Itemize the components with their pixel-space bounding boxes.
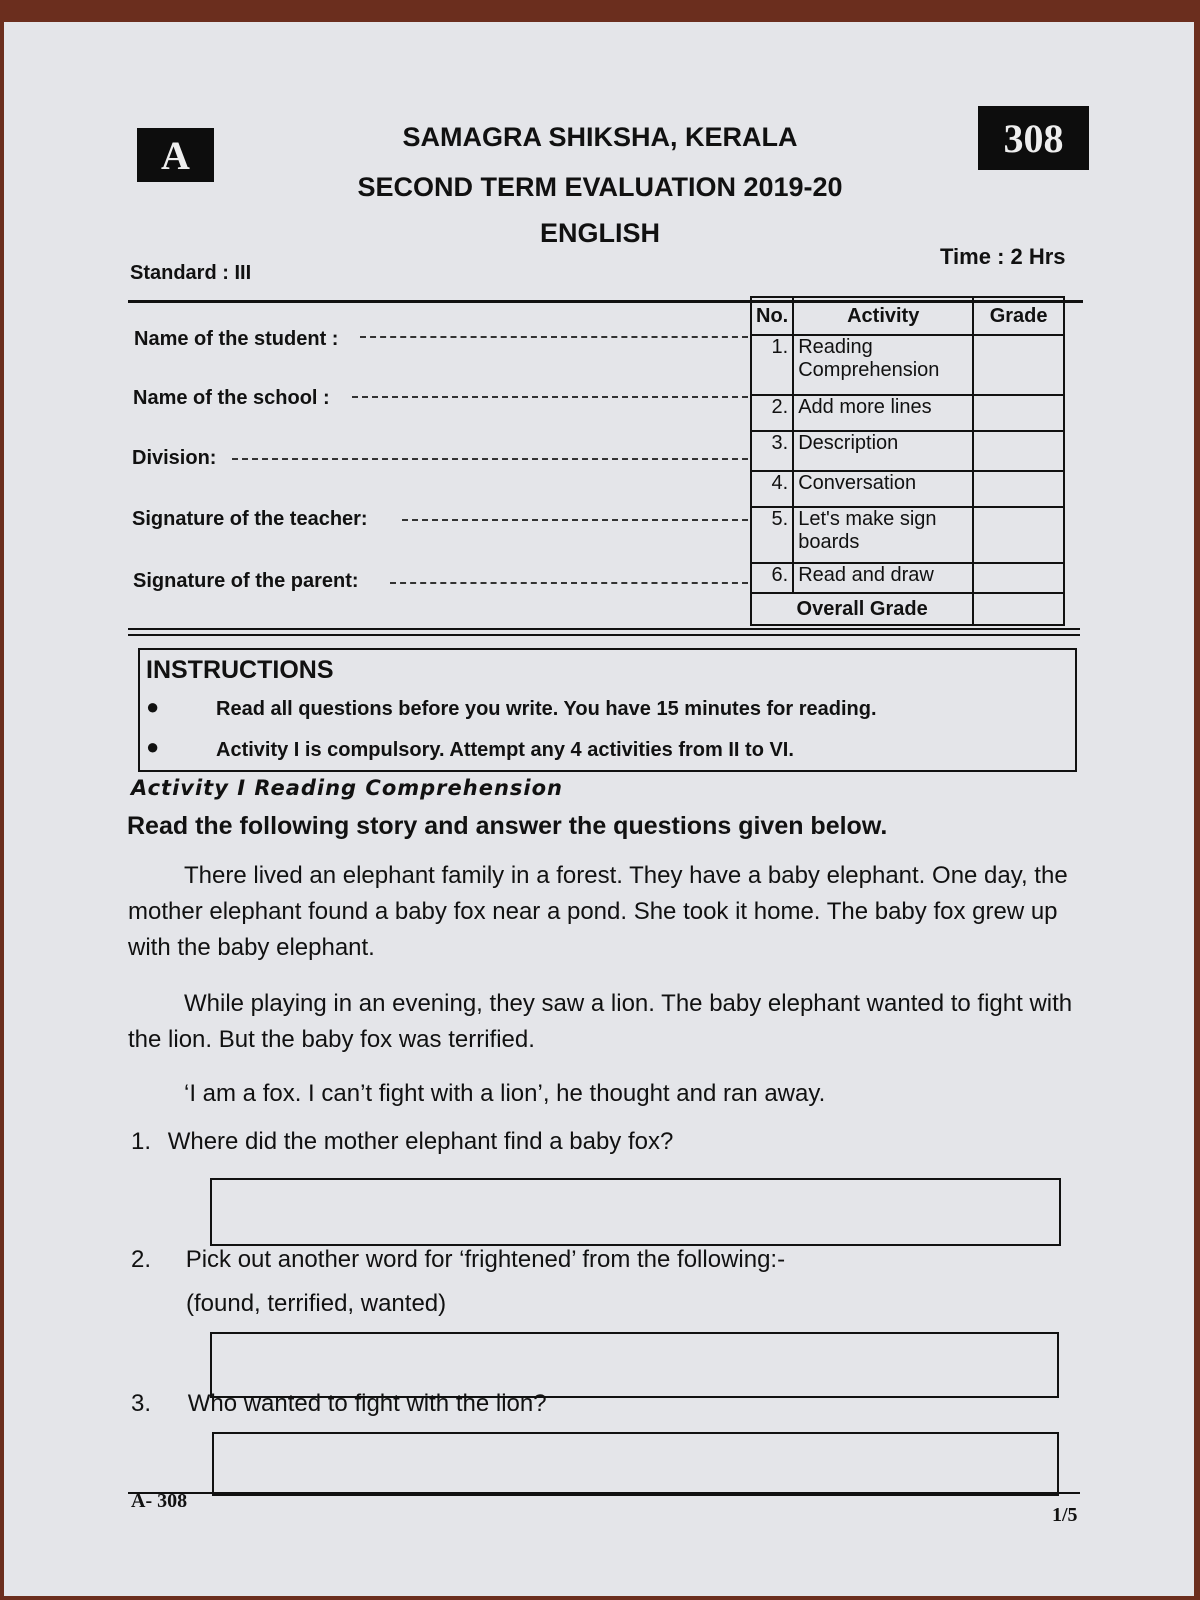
school-name-field[interactable] <box>352 396 748 398</box>
question-text: Who wanted to fight with the lion? <box>187 1390 547 1417</box>
overall-grade-label: Overall Grade <box>751 593 973 625</box>
answer-box-3[interactable] <box>212 1432 1059 1496</box>
story-paragraph: There lived an elephant family in a forest. They have a baby elephant. One day, the mother elephant found a baby fox near a pond. She took it home. The baby fox grew up with the baby elephant. <box>128 862 1068 961</box>
division-label: Division: <box>132 447 217 469</box>
standard-label: Standard : III <box>130 262 252 284</box>
instruction-item: Activity I is compulsory. Attempt any 4 activities from II to VI. <box>216 739 794 761</box>
row-grade-cell[interactable] <box>973 563 1064 593</box>
row-activity: Conversation <box>793 471 973 507</box>
organization-title: SAMAGRA SHIKSHA, KERALA <box>402 122 798 152</box>
grade-table <box>750 296 1065 626</box>
overall-grade-cell[interactable] <box>973 593 1064 625</box>
table-row <box>751 563 1064 593</box>
answer-box-2[interactable] <box>210 1332 1059 1398</box>
section-rule-bottom <box>128 634 1080 636</box>
footer-rule <box>128 1492 1080 1494</box>
paper-code: 308 <box>978 106 1089 170</box>
exam-title: SECOND TERM EVALUATION 2019-20 <box>357 172 843 202</box>
parent-signature-label: Signature of the parent: <box>133 570 359 592</box>
teacher-signature-label: Signature of the teacher: <box>132 508 368 530</box>
parent-signature-field[interactable] <box>390 582 748 584</box>
row-number: 6. <box>751 563 793 593</box>
overall-grade-row <box>751 593 1064 625</box>
student-name-field[interactable] <box>360 336 748 338</box>
row-number: 5. <box>751 507 793 563</box>
col-no: No. <box>751 297 793 335</box>
instruction-item: Read all questions before you write. You have 15 minutes for reading. <box>216 698 877 720</box>
question-text: Where did the mother elephant find a baby fox? <box>167 1128 674 1155</box>
activity-instruction: Read the following story and answer the questions given below. <box>127 812 888 840</box>
row-grade-cell[interactable] <box>973 335 1064 395</box>
activity-heading: Activity I Reading Comprehension <box>131 776 563 800</box>
story-paragraph: ‘I am a fox. I can’t fight with a lion’, he thought and ran away. <box>184 1080 826 1107</box>
subject-title: ENGLISH <box>539 218 660 248</box>
bullet-icon: ● <box>146 734 160 759</box>
question-number: 1. <box>131 1128 152 1155</box>
row-activity: Description <box>793 431 973 471</box>
page-number: 1/5 <box>1052 1504 1078 1526</box>
row-grade-cell[interactable] <box>973 507 1064 563</box>
question-1 <box>131 1128 673 1156</box>
row-activity: Read and draw <box>793 563 973 593</box>
table-row <box>751 431 1064 471</box>
row-number: 2. <box>751 395 793 431</box>
student-name-label: Name of the student : <box>134 328 339 350</box>
school-name-label: Name of the school : <box>133 387 330 409</box>
table-row <box>751 335 1064 395</box>
table-row <box>751 395 1064 431</box>
row-grade-cell[interactable] <box>973 431 1064 471</box>
instructions-heading: INSTRUCTIONS <box>146 656 334 684</box>
question-number: 3. <box>131 1390 152 1417</box>
paper-set-label: A <box>137 128 214 182</box>
row-grade-cell[interactable] <box>973 395 1064 431</box>
row-number: 4. <box>751 471 793 507</box>
teacher-signature-field[interactable] <box>402 519 748 521</box>
row-grade-cell[interactable] <box>973 471 1064 507</box>
row-activity: Reading Comprehension <box>793 335 973 395</box>
col-activity: Activity <box>793 297 973 335</box>
time-label: Time : 2 Hrs <box>940 244 1066 269</box>
col-grade: Grade <box>973 297 1064 335</box>
question-2-options: (found, terrified, wanted) <box>186 1290 447 1317</box>
row-number: 1. <box>751 335 793 395</box>
section-rule-top <box>128 628 1080 630</box>
division-field[interactable] <box>232 458 748 460</box>
question-number: 2. <box>131 1246 152 1273</box>
question-text: Pick out another word for ‘frightened’ from the following:- <box>185 1246 786 1273</box>
bullet-icon: ● <box>146 694 160 719</box>
table-row <box>751 471 1064 507</box>
table-row <box>751 507 1064 563</box>
grade-table-header <box>751 297 1064 335</box>
story-paragraph: While playing in an evening, they saw a lion. The baby elephant wanted to fight with the lion. But the baby fox was terrified. <box>128 990 1073 1053</box>
row-activity: Add more lines <box>793 395 973 431</box>
row-activity: Let's make sign boards <box>793 507 973 563</box>
row-number: 3. <box>751 431 793 471</box>
question-2 <box>131 1246 785 1274</box>
instructions-box <box>138 648 1077 772</box>
question-3 <box>131 1390 547 1418</box>
footer-code: A- 308 <box>131 1490 188 1512</box>
answer-box-1[interactable] <box>210 1178 1061 1246</box>
